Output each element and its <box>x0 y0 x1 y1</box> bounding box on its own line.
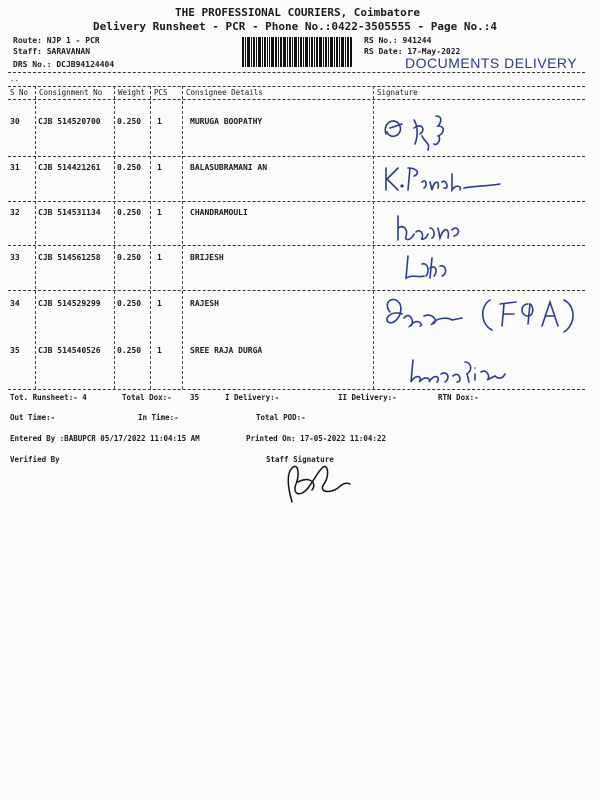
divider <box>8 389 585 390</box>
row-sno: 30 <box>10 117 20 126</box>
divider <box>8 245 585 246</box>
row-pcs: 1 <box>157 299 162 308</box>
row-consignment: CJB 514529299 <box>38 299 101 308</box>
row-details: SREE RAJA DURGA <box>190 346 263 355</box>
row-pcs: 1 <box>157 208 162 217</box>
row-consignment: CJB 514421261 <box>38 163 101 172</box>
divider <box>8 156 585 157</box>
divider <box>8 201 585 202</box>
row-pcs: 1 <box>157 117 162 126</box>
total-runsheet: Tot. Runsheet:- 4 <box>10 393 87 402</box>
staff-handwritten-signature <box>278 458 358 506</box>
row-details: BALASUBRAMANI AN <box>190 163 268 172</box>
verified-by-label: Verified By <box>10 455 60 464</box>
out-time-label: Out Time:- <box>10 413 56 422</box>
row-sno: 35 <box>10 346 20 355</box>
row-consignment: CJB 514531134 <box>38 208 101 217</box>
row-weight: 0.250 <box>117 208 142 217</box>
row-weight: 0.250 <box>117 253 142 262</box>
drs-label: DRS No.: DCJB94124404 <box>13 60 115 69</box>
ii-delivery-label: II Delivery:- <box>338 393 397 402</box>
col-header-consignment: Consignment No <box>39 88 103 97</box>
divider <box>8 99 585 100</box>
route-label: Route: NJP 1 - PCR <box>13 36 100 45</box>
row-pcs: 1 <box>157 253 162 262</box>
handwritten-signature <box>378 160 508 196</box>
printed-on: Printed On: 17-05-2022 11:04:22 <box>246 434 386 443</box>
row-pcs: 1 <box>157 346 162 355</box>
row-details: BRIJESH <box>190 253 224 262</box>
col-header-weight: Weight <box>118 88 146 97</box>
row-consignment: CJB 514540526 <box>38 346 101 355</box>
column-separator <box>114 86 115 389</box>
row-pcs: 1 <box>157 163 162 172</box>
column-separator <box>35 86 36 389</box>
row-details: RAJESH <box>190 299 219 308</box>
company-name: THE PROFESSIONAL COURIERS, Coimbatore <box>175 6 421 19</box>
row-sno: 31 <box>10 163 20 172</box>
handwritten-signature <box>405 352 520 386</box>
dash-marker: -- <box>10 76 20 85</box>
divider <box>8 86 585 87</box>
row-sno: 33 <box>10 253 20 262</box>
divider <box>8 290 585 291</box>
staff-label: Staff: SARAVANAN <box>13 47 91 56</box>
in-time-label: In Time:- <box>138 413 179 422</box>
column-separator <box>182 86 183 389</box>
col-header-signature: Signature <box>377 88 418 97</box>
divider <box>8 72 585 73</box>
row-weight: 0.250 <box>117 117 142 126</box>
handwritten-signature <box>378 106 498 152</box>
barcode-graphic <box>242 37 352 67</box>
total-dox-value: 35 <box>190 393 200 402</box>
runsheet-subtitle: Delivery Runsheet - PCR - Phone No.:0422-3505555 - Page No.:4 <box>93 20 497 33</box>
col-header-details: Consignee Details <box>186 88 263 97</box>
total-dox-label: Total Dox:- <box>122 393 172 402</box>
row-details: MURUGA BOOPATHY <box>190 117 263 126</box>
row-details: CHANDRAMOULI <box>190 208 248 217</box>
col-header-sno: S No <box>10 88 29 97</box>
total-pod-label: Total POD:- <box>256 413 306 422</box>
handwritten-signature <box>400 250 470 284</box>
i-delivery-label: I Delivery:- <box>225 393 280 402</box>
row-weight: 0.250 <box>117 299 142 308</box>
handwritten-signature <box>380 292 585 336</box>
entered-by: Entered By :BABUPCR 05/17/2022 11:04:15 AM <box>10 434 200 443</box>
row-sno: 34 <box>10 299 20 308</box>
rtn-dox-label: RTN Dox:- <box>438 393 479 402</box>
documents-delivery-stamp: DOCUMENTS DELIVERY <box>405 55 578 71</box>
row-sno: 32 <box>10 208 20 217</box>
row-consignment: CJB 514561258 <box>38 253 101 262</box>
row-consignment: CJB 514520700 <box>38 117 101 126</box>
rs-date: RS Date: 17-May-2022 <box>364 47 461 56</box>
rs-number: RS No.: 941244 <box>364 36 432 45</box>
handwritten-signature <box>392 206 472 246</box>
staff-signature-label: Staff Signature <box>266 455 334 464</box>
row-weight: 0.250 <box>117 346 142 355</box>
col-header-pcs: PCS <box>154 88 168 97</box>
row-weight: 0.250 <box>117 163 142 172</box>
column-separator <box>150 86 151 389</box>
column-separator <box>373 86 374 389</box>
